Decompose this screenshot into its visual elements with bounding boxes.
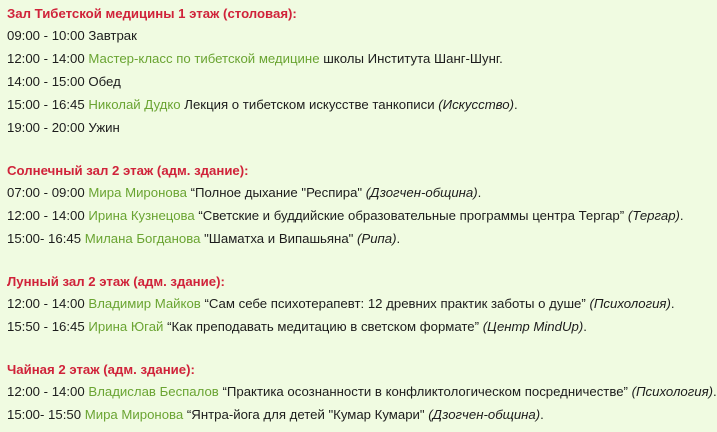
schedule-row [7, 116, 700, 139]
schedule-section [7, 4, 700, 139]
section-heading: Чайная 2 этаж (адм. здание): [7, 362, 195, 377]
section-heading: Лунный зал 2 этаж (адм. здание): [7, 274, 225, 289]
section-heading: Зал Тибетской медицины 1 этаж (столовая): [7, 6, 297, 21]
event-category: (Тергар) [627, 208, 680, 223]
schedule-row [7, 93, 700, 116]
event-description: Завтрак [84, 28, 137, 43]
event-category: (Психология) [589, 296, 671, 311]
schedule-row [7, 204, 700, 227]
event-time: 07:00 - 09:00 [7, 185, 85, 200]
event-punctuation: . [540, 407, 544, 422]
schedule-row [7, 70, 700, 93]
event-time: 15:50 - 16:45 [7, 319, 85, 334]
speaker-name: Мира Миронова [81, 407, 184, 422]
schedule-row [7, 47, 700, 70]
event-time: 15:00- 15:50 [7, 407, 82, 422]
event-description: “Как преподавать медитацию в светском формате” [163, 319, 483, 334]
event-punctuation: . [670, 296, 675, 311]
event-time: 14:00 - 15:00 [7, 74, 85, 89]
event-time: 12:00 - 14:00 [7, 384, 85, 399]
event-time: 12:00 - 14:00 [7, 296, 85, 311]
schedule-row [7, 380, 717, 403]
event-time: 12:00 - 14:00 [7, 51, 85, 66]
event-description: "Шаматха и Випашьяна" [200, 231, 358, 246]
event-description: “Практика осознанности в конфликтологическом посредничестве” [218, 384, 632, 399]
schedule-row [7, 227, 700, 250]
event-description: школы Института Шанг-Шунг. [319, 51, 503, 66]
speaker-name: Ирина Кузнецова [84, 208, 195, 223]
event-category: (Психология) [631, 384, 714, 399]
event-punctuation: . [477, 185, 482, 200]
event-time: 15:00- 16:45 [7, 231, 82, 246]
speaker-name: Милана Богданова [81, 231, 201, 246]
event-category: (Дзогчен-община) [428, 407, 541, 422]
section-heading: Солнечный зал 2 этаж (адм. здание): [7, 163, 249, 178]
schedule-row [7, 24, 700, 47]
schedule [7, 4, 717, 426]
speaker-name: Мира Миронова [84, 185, 187, 200]
event-description: Ужин [84, 120, 120, 135]
event-punctuation: . [514, 97, 518, 112]
speaker-name: Владислав Беспалов [84, 384, 219, 399]
event-time: 09:00 - 10:00 [7, 28, 85, 43]
schedule-section [7, 161, 700, 250]
schedule-row [7, 315, 700, 338]
schedule-row [7, 403, 700, 426]
event-time: 19:00 - 20:00 [7, 120, 85, 135]
event-description: “Светские и буддийские образовательные программы центра Тергар” [194, 208, 628, 223]
event-category: (Дзогчен-община) [365, 185, 478, 200]
event-description: “Янтра-йога для детей "Кумар Кумари" [183, 407, 429, 422]
schedule-section [7, 272, 700, 338]
event-description: “Сам себе психотерапевт: 12 древних практик заботы о душе” [200, 296, 590, 311]
event-punctuation: . [583, 319, 587, 334]
event-category: (Искусство) [438, 97, 514, 112]
event-category: (Рипа) [357, 231, 397, 246]
event-punctuation: . [713, 384, 717, 399]
event-punctuation: . [679, 208, 684, 223]
speaker-name: Ирина Югай [84, 319, 164, 334]
speaker-name: Николай Дудко [84, 97, 181, 112]
event-punctuation: . [396, 231, 401, 246]
event-description: Лекция о тибетском искусстве танкописи [180, 97, 439, 112]
schedule-row [7, 292, 700, 315]
speaker-name: Владимир Майков [84, 296, 201, 311]
event-time: 12:00 - 14:00 [7, 208, 85, 223]
event-time: 15:00 - 16:45 [7, 97, 85, 112]
schedule-row [7, 181, 700, 204]
event-description: “Полное дыхание "Респира" [186, 185, 366, 200]
schedule-section [7, 360, 717, 426]
event-description: Обед [84, 74, 121, 89]
event-category: (Центр MindUp) [482, 319, 584, 334]
speaker-name: Мастер-класс по тибетской медицине [84, 51, 320, 66]
